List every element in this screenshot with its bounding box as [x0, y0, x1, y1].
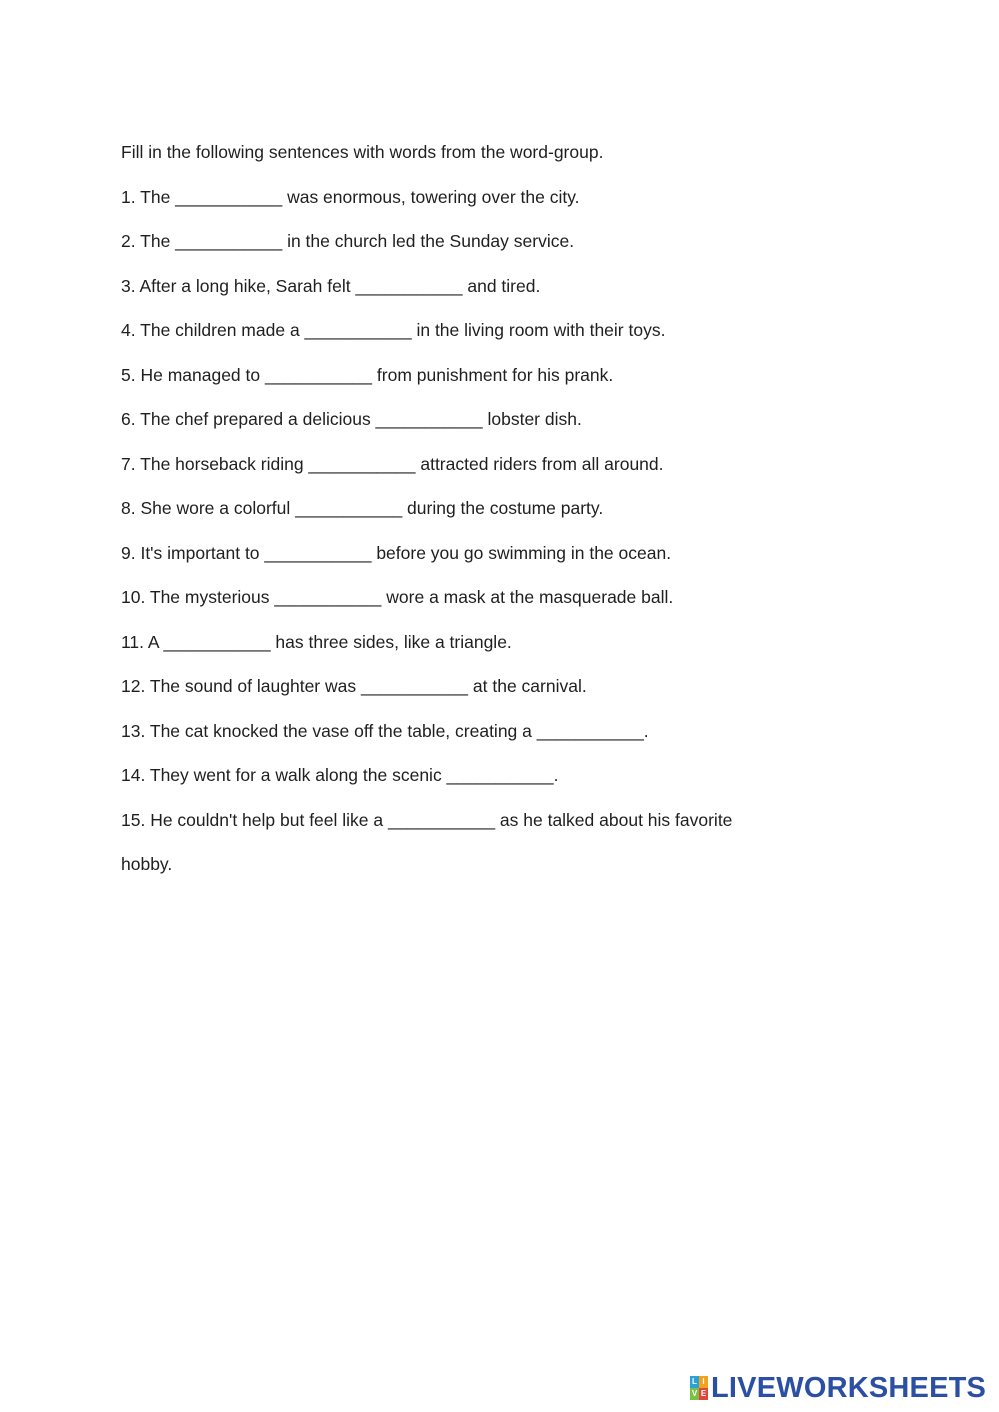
sentence-14: 14. They went for a walk along the scenic ___________.	[121, 765, 559, 785]
logo-mark-letter: V	[691, 1389, 698, 1398]
sentence-8: 8. She wore a colorful ___________ during the costume party.	[121, 498, 604, 518]
logo-mark-letter: L	[690, 1376, 699, 1388]
sentence-15: 15. He couldn't help but feel like a ___________ as he talked about his favorite	[121, 809, 733, 830]
sentence-1: 1. The ___________ was enormous, towering over the city.	[121, 186, 580, 207]
logo-text: LIVEWORKSHEETS	[711, 1372, 987, 1404]
instructions: Fill in the following sentences with words from the word-group.	[121, 142, 604, 162]
sentence-4: 4. The children made a ___________ in the living room with their toys.	[121, 320, 666, 340]
sentence-5: 5. He managed to ___________ from punishment for his prank.	[121, 364, 614, 385]
sentence-6: 6. The chef prepared a delicious ___________ lobster dish.	[121, 409, 582, 429]
sentence-11: 11. A ___________ has three sides, like a triangle.	[121, 631, 512, 652]
sentence-2: 2. The ___________ in the church led the Sunday service.	[121, 231, 575, 251]
sentence-12: 12. The sound of laughter was ___________ at the carnival.	[121, 676, 587, 696]
logo-mark-letter: I	[699, 1376, 708, 1388]
liveworksheets-logo	[690, 1374, 986, 1402]
sentence-7: 7. The horseback riding ___________ attracted riders from all around.	[121, 453, 664, 474]
worksheet	[121, 140, 881, 897]
sentence-10: 10. The mysterious ___________ wore a mask at the masquerade ball.	[121, 587, 674, 607]
logo-mark-letter: E	[700, 1389, 707, 1398]
sentence-13: 13. The cat knocked the vase off the table, creating a ___________.	[121, 720, 649, 741]
sentence-15-continuation: hobby.	[121, 854, 173, 874]
sentence-9: 9. It's important to ___________ before you go swimming in the ocean.	[121, 542, 672, 563]
sentence-3: 3. After a long hike, Sarah felt ___________ and tired.	[121, 275, 541, 296]
liveworksheets-logo-mark-icon	[690, 1376, 708, 1400]
